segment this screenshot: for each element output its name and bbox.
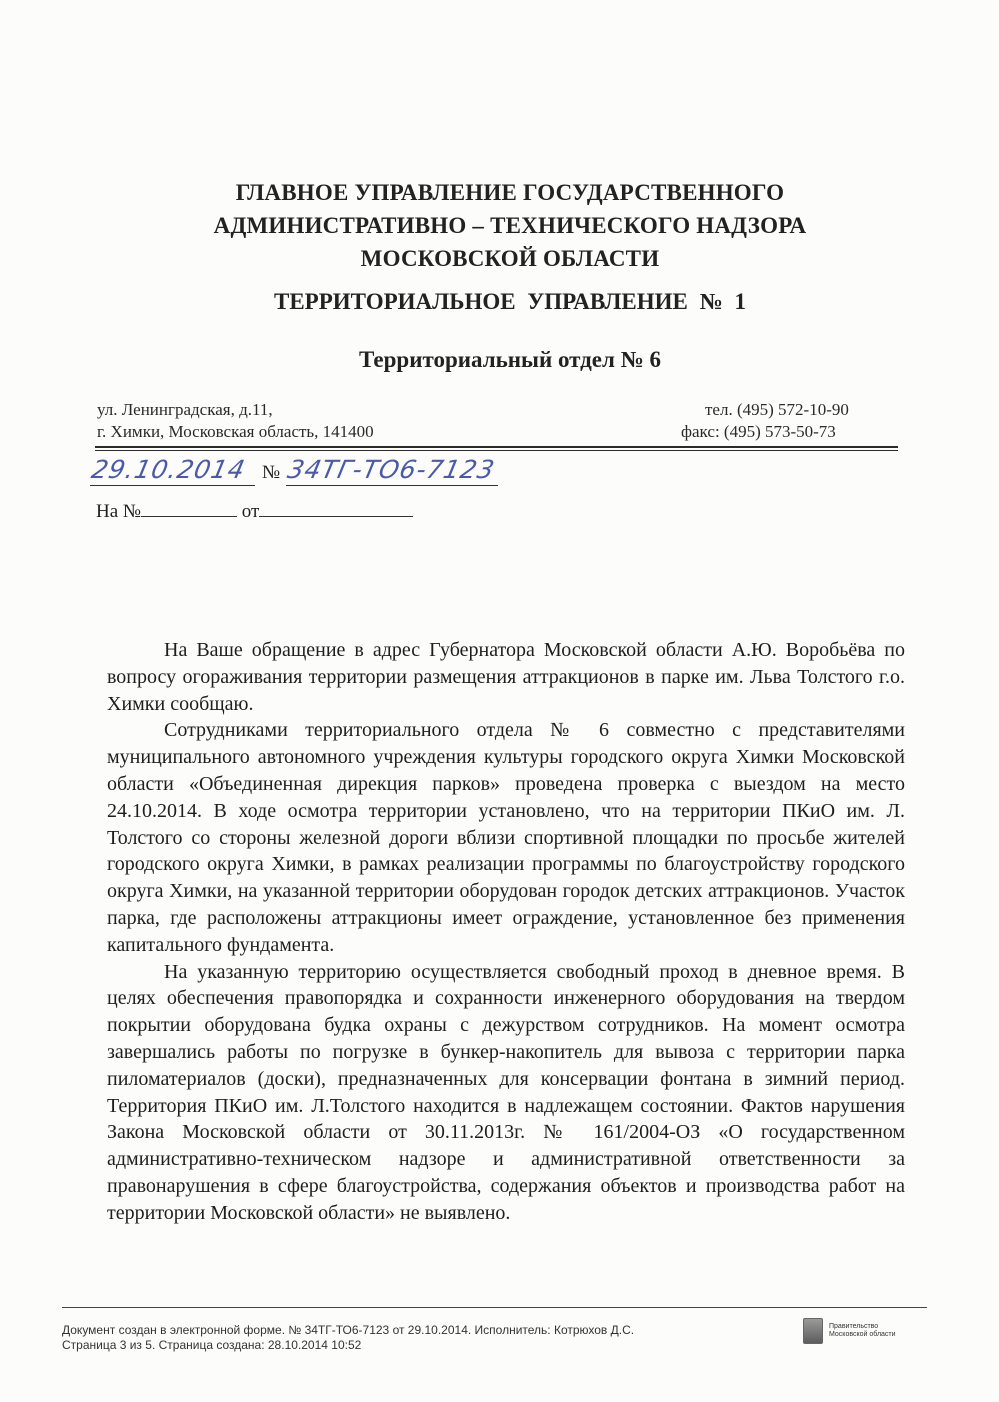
reply-number-blank xyxy=(141,498,237,517)
body-paragraph-2: Сотрудниками территориального отдела № 6 совместно с представителями муниципального автономного учреждения культуры городского округа Химки Московской области «Объединенная дирекция парков» проведена проверка с выездом на место 24.10.2014. В ходе осмотра территории установлено, что на территории ПКиО им. Л. Толстого со стороны железной дороги вблизи спортивной площадки по просьбе жителей городского округа Химки, в рамках реализации программы по благоустройству городского округа Химки, на указанной территории оборудован городок детских аттракционов. Участок парка, где расположены аттракционы имеет ограждение, установленное без применения капитального фундамента. xyxy=(107,719,905,956)
phone-number: тел. (495) 572-10-90 xyxy=(705,400,849,419)
body-paragraph-3: На указанную территорию осуществляется свободный проход в дневное время. В целях обеспечения правопорядка и сохранности инженерного оборудования на твердом покрытии оборудована будка охраны с дежурством сотрудников. На момент осмотра завершались работы по погрузке в бункер-накопитель для вывоза с территории парка пиломатериалов (доски), предназначенных для консервации фонтана в зимний период. Территория ПКиО им. Л.Толстого находится в надлежащем состоянии. Фактов нарушения Закона Московской области от 30.11.2013г. № 161/2004-ОЗ «О государственном административно-техническом надзоре и административной ответственности за правонарушения в сфере благоустройства, содержания объектов и производства работ на территории Московской области» не выявлено. xyxy=(107,960,905,1224)
reply-date-label: от xyxy=(241,501,260,522)
address-city: г. Химки, Московская область, 141400 xyxy=(97,422,374,441)
postal-address xyxy=(97,399,374,443)
fax-number: факс: (495) 573-50-73 xyxy=(681,422,836,441)
handwritten-date: 29.10.2014 xyxy=(88,455,249,484)
coat-of-arms-icon xyxy=(803,1318,823,1344)
agency-header xyxy=(100,176,920,275)
reply-date-blank xyxy=(259,498,413,517)
logo-line-2: Московской области xyxy=(829,1331,896,1338)
registration-number-label: № xyxy=(262,462,281,483)
date-underline xyxy=(90,485,255,486)
agency-header-line-3: МОСКОВСКОЙ ОБЛАСТИ xyxy=(360,246,660,271)
department-title: Территориальный отдел № 6 xyxy=(358,347,662,372)
footer-divider xyxy=(62,1307,927,1308)
subdivision-title: ТЕРРИТОРИАЛЬНОЕ УПРАВЛЕНИЕ № 1 xyxy=(273,289,747,314)
footer-info xyxy=(62,1323,634,1353)
handwritten-registration-number: 34ТГ-ТО6-7123 xyxy=(284,455,498,484)
contact-info xyxy=(681,399,849,443)
footer-document-line: Документ создан в электронной форме. № 34ТГ-ТО6-7123 от 29.10.2014. Исполнитель: Котрюхов Д.С. xyxy=(62,1323,635,1337)
agency-header-line-2: АДМИНИСТРАТИВНО – ТЕХНИЧЕСКОГО НАДЗОРА xyxy=(213,213,807,238)
agency-header-line-1: ГЛАВНОЕ УПРАВЛЕНИЕ ГОСУДАРСТВЕННОГО xyxy=(235,180,785,205)
government-logo-text xyxy=(829,1323,896,1339)
footer-page-line: Страница 3 из 5. Страница создана: 28.10.2014 10:52 xyxy=(62,1338,362,1352)
government-logo xyxy=(803,1313,923,1349)
header-divider-thick xyxy=(95,446,898,448)
address-street: ул. Ленинградская, д.11, xyxy=(97,400,273,419)
letter-body xyxy=(107,637,905,1227)
number-underline xyxy=(286,485,498,486)
body-paragraph-1: На Ваше обращение в адрес Губернатора Московской области А.Ю. Воробьёва по вопросу огораживания территории размещения аттракционов в парке им. Льва Толстого г.о. Химки сообщаю. xyxy=(107,639,905,715)
reply-reference xyxy=(96,498,413,523)
header-divider-thin xyxy=(95,450,898,451)
reply-number-label: На № xyxy=(96,501,142,522)
registration-line xyxy=(90,455,590,491)
logo-line-1: Правительство xyxy=(829,1323,879,1330)
